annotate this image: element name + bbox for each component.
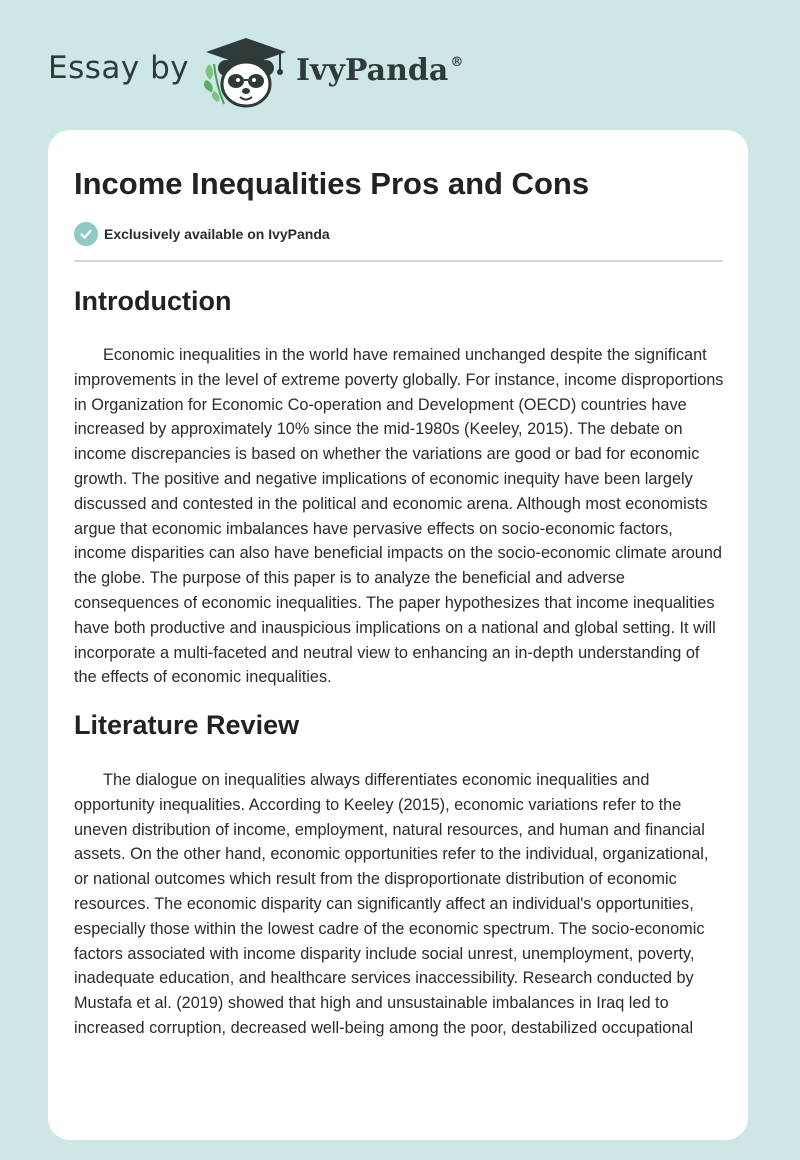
introduction-paragraph: Economic inequalities in the world have remained unchanged despite the significant improvements in the level of extreme poverty globally. For instance, income disproportions in Organization for Economic Co-operation and Development (OECD) countries have increased by approximately 10% since the mid-1980s (Keeley, 2015). The debate on income discrepancies is based on whether the variations are good or bad for economic growth. The positive and negative implications of economic inequity have been largely discussed and contested in the political and economic arena. Although most economists argue that economic imbalances have pervasive effects on socio-economic factors, income disparities can also have beneficial impacts on the socio-economic climate around the globe. The purpose of this paper is to analyze the beneficial and adverse consequences of economic inequalities. The paper hypothesizes that income inequalities have both productive and inauspicious implications on a national and global setting. It will incorporate a multi-faceted and neutral view to enhancing an in-depth understanding of the effects of economic inequalities. [74, 346, 724, 687]
section-heading-introduction: Introduction [74, 286, 232, 316]
check-icon [74, 222, 98, 246]
divider [74, 260, 723, 262]
exclusive-badge [74, 222, 330, 246]
brand-text: IvyPanda [296, 53, 449, 88]
page-title: Income Inequalities Pros and Cons [74, 166, 590, 201]
panda-logo-icon[interactable] [200, 34, 292, 110]
literature-review-paragraph: The dialogue on inequalities always differentiates economic inequalities and opportunity inequalities. According to Keeley (2015), economic variations refer to the uneven distribution of income, employment, natural resources, and human and financial assets. On the other hand, economic opportunities refer to the individual, organizational, or national outcomes which result from the disproportionate distribution of economic resources. The economic disparity can significantly affect an individual's opportunities, especially those within the lowest cadre of the economic spectrum. The socio-economic factors associated with income disparity include social unrest, unemployment, poverty, inadequate education, and healthcare services inaccessibility. Research conducted by Mustafa et al. (2019) showed that high and unsustainable imbalances in Iraq led to increased corruption, decreased well-being among the poor, destabilized occupational [74, 771, 709, 1037]
brand-name[interactable] [296, 53, 463, 88]
registered-mark: ® [450, 55, 464, 70]
exclusive-badge-label: Exclusively available on IvyPanda [104, 226, 330, 242]
essay-card [48, 130, 748, 1140]
section-heading-literature-review: Literature Review [74, 710, 300, 740]
site-header [0, 0, 800, 130]
essay-by-label: Essay by [48, 50, 190, 86]
